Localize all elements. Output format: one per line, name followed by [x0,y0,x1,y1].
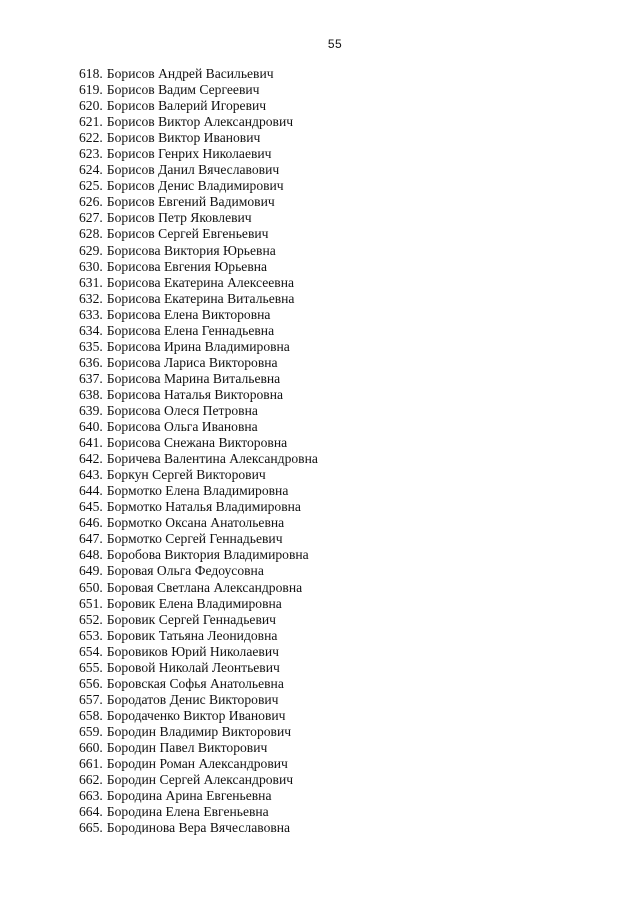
list-item [79,499,318,515]
entry-name: Борисова Наталья Викторовна [106,386,284,402]
list-item [79,531,318,547]
list-item [79,66,318,82]
entry-name: Бородин Владимир Викторович [106,723,292,739]
list-item [79,547,318,563]
entry-name: Бормотко Наталья Владимировна [106,499,301,515]
entry-name: Бородин Роман Александрович [106,756,288,772]
list-item [79,162,318,178]
entry-number: 627. [79,210,103,226]
list-item [79,676,318,692]
list-item [79,275,318,291]
entry-name: Борисов Денис Владимирович [106,178,284,194]
entry-number: 637. [79,370,103,386]
entry-number: 657. [79,691,103,707]
entry-name: Боробова Виктория Владимировна [106,547,309,563]
list-item [79,323,318,339]
entry-number: 660. [79,739,103,755]
list-item [79,692,318,708]
entry-name: Борисова Лариса Викторовна [106,354,278,370]
entry-number: 650. [79,579,103,595]
entry-name: Борисова Снежана Викторовна [106,435,288,451]
entry-name: Борисова Елена Викторовна [106,306,271,322]
list-item [79,788,318,804]
list-item [79,483,318,499]
entry-name: Боровская Софья Анатольевна [106,675,284,691]
entry-name: Бормотко Елена Владимировна [106,483,289,499]
list-item [79,243,318,259]
list-item [79,403,318,419]
entry-number: 643. [79,467,103,483]
entry-name: Боровая Светлана Александровна [106,579,303,595]
entry-name: Борисова Екатерина Витальевна [106,290,295,306]
entry-number: 642. [79,451,103,467]
entry-name: Борисова Ирина Владимировна [106,338,290,354]
entry-number: 633. [79,306,103,322]
entry-number: 621. [79,114,103,130]
list-item [79,772,318,788]
entry-name: Бородина Арина Евгеньевна [106,788,272,804]
entry-name: Боричева Валентина Александровна [106,451,318,467]
entry-name: Боровик Елена Владимировна [106,595,282,611]
entry-name: Боровик Татьяна Леонидовна [106,627,278,643]
entry-number: 623. [79,146,103,162]
entry-number: 632. [79,290,103,306]
entry-name: Борисов Валерий Игоревич [106,98,267,114]
entry-number: 649. [79,563,103,579]
list-item [79,339,318,355]
entry-name: Борисов Вадим Сергеевич [106,82,260,98]
entry-name: Бормотко Сергей Геннадьевич [106,531,283,547]
entry-name: Бородинова Вера Вячеславовна [106,820,291,836]
entry-name: Боровик Сергей Геннадьевич [106,611,276,627]
list-item [79,612,318,628]
entry-number: 630. [79,258,103,274]
list-item [79,708,318,724]
list-item [79,194,318,210]
entry-number: 635. [79,338,103,354]
list-item [79,435,318,451]
list-item [79,355,318,371]
entry-number: 625. [79,178,103,194]
list-item [79,82,318,98]
entry-name: Боровая Ольга Федоусовна [106,563,264,579]
entry-name: Бородин Павел Викторович [106,739,268,755]
list-item [79,804,318,820]
entry-number: 651. [79,595,103,611]
entry-name: Борисов Виктор Александрович [106,114,294,130]
entry-number: 622. [79,130,103,146]
list-item [79,178,318,194]
list-item [79,451,318,467]
list-item [79,114,318,130]
entry-number: 624. [79,162,103,178]
entry-number: 646. [79,515,103,531]
entry-name: Борисов Виктор Иванович [106,130,261,146]
list-item [79,724,318,740]
list-item [79,467,318,483]
name-list [79,66,318,836]
list-item [79,628,318,644]
entry-name: Борисов Андрей Васильевич [106,66,274,81]
entry-name: Борисова Елена Геннадьевна [106,322,275,338]
entry-number: 661. [79,756,103,772]
entry-number: 631. [79,274,103,290]
list-item [79,820,318,836]
entry-name: Бородин Сергей Александрович [106,772,294,788]
entry-name: Борисова Виктория Юрьевна [106,242,276,258]
entry-name: Бородаченко Виктор Иванович [106,707,286,723]
list-item [79,291,318,307]
entry-name: Борисов Петр Яковлевич [106,210,252,226]
list-item [79,226,318,242]
entry-number: 659. [79,723,103,739]
entry-name: Борисов Сергей Евгеньевич [106,226,269,242]
entry-number: 638. [79,386,103,402]
list-item [79,515,318,531]
entry-number: 648. [79,547,103,563]
entry-name: Борисова Ольга Ивановна [106,419,258,435]
list-item [79,596,318,612]
entry-number: 619. [79,82,103,98]
entry-name: Борисова Марина Витальевна [106,370,281,386]
list-item [79,740,318,756]
entry-number: 654. [79,643,103,659]
entry-number: 655. [79,659,103,675]
entry-number: 652. [79,611,103,627]
entry-number: 662. [79,772,103,788]
entry-name: Бородатов Денис Викторович [106,691,279,707]
list-item [79,756,318,772]
list-item [79,419,318,435]
page-number: 55 [327,37,343,51]
entry-number: 639. [79,402,103,418]
list-item [79,660,318,676]
entry-number: 644. [79,483,103,499]
entry-name: Бормотко Оксана Анатольевна [106,515,285,531]
entry-number: 665. [79,820,103,836]
list-item [79,146,318,162]
entry-name: Борисов Данил Вячеславович [106,162,280,178]
entry-number: 658. [79,707,103,723]
entry-number: 636. [79,354,103,370]
entry-name: Боркун Сергей Викторович [106,467,266,483]
entry-number: 664. [79,804,103,820]
list-item [79,644,318,660]
entry-number: 618. [79,66,103,81]
list-item [79,259,318,275]
entry-name: Боровиков Юрий Николаевич [106,643,279,659]
entry-number: 641. [79,435,103,451]
list-item [79,307,318,323]
entry-number: 645. [79,499,103,515]
entry-name: Боровой Николай Леонтьевич [106,659,280,675]
entry-name: Бородина Елена Евгеньевна [106,804,269,820]
entry-number: 634. [79,322,103,338]
entry-number: 663. [79,788,103,804]
entry-number: 656. [79,675,103,691]
entry-number: 626. [79,194,103,210]
entry-name: Борисов Евгений Вадимович [106,194,275,210]
entry-name: Борисова Евгения Юрьевна [106,258,268,274]
list-item [79,130,318,146]
entry-number: 640. [79,419,103,435]
entry-number: 620. [79,98,103,114]
list-item [79,210,318,226]
entry-number: 653. [79,627,103,643]
list-item [79,387,318,403]
entry-number: 628. [79,226,103,242]
entry-name: Борисов Генрих Николаевич [106,146,272,162]
entry-number: 647. [79,531,103,547]
list-item [79,371,318,387]
list-item [79,563,318,579]
list-item [79,580,318,596]
entry-name: Борисова Екатерина Алексеевна [106,274,295,290]
list-item [79,98,318,114]
entry-number: 629. [79,242,103,258]
entry-name: Борисова Олеся Петровна [106,402,258,418]
